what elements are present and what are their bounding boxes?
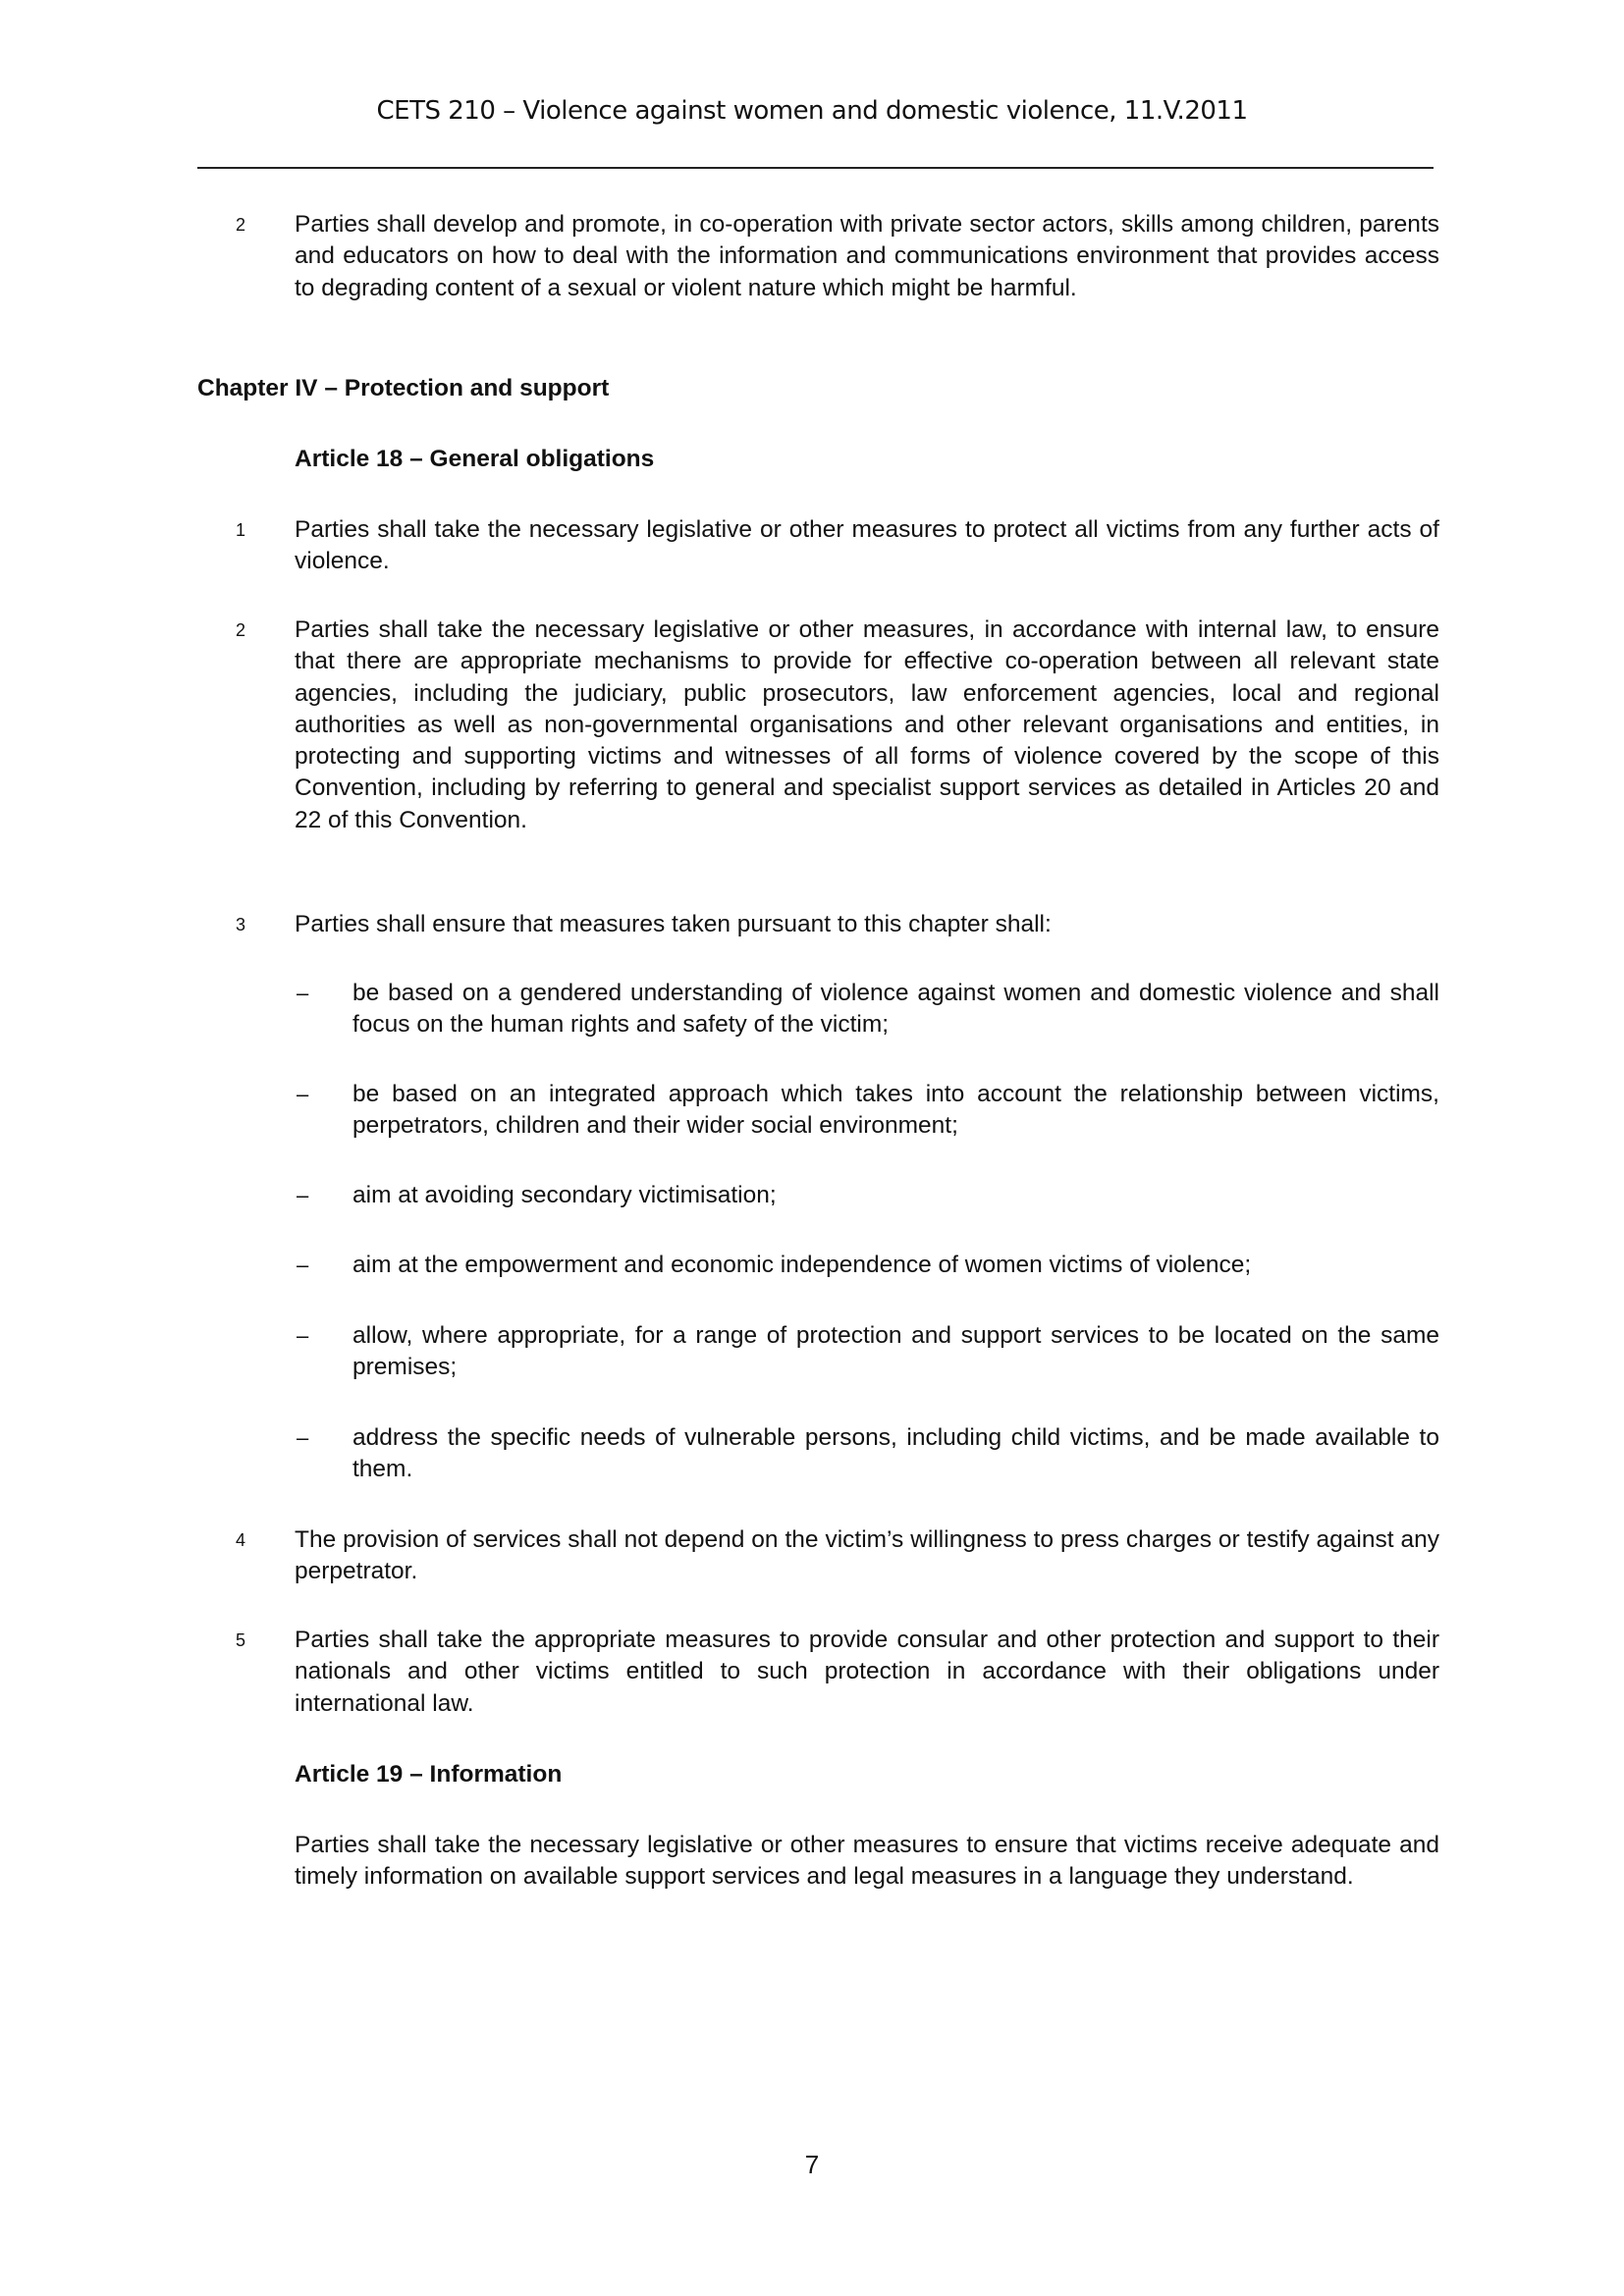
page-number: 7	[804, 2150, 820, 2179]
paragraph-text: The provision of services shall not depend on the victim’s willingness to press charges or testify against any perpetrator.	[295, 1526, 1439, 1585]
paragraph-text: Parties shall take the necessary legislative or other measures to protect all victims from any further acts of violence.	[295, 516, 1439, 575]
chapter-heading: Chapter IV – Protection and support	[197, 375, 610, 401]
paragraph-text: Parties shall take the appropriate measures to provide consular and other protection and support to their nationals and other victims entitled to such protection in accordance with their obligations under international law.	[295, 1627, 1439, 1717]
bullet-dash: –	[297, 1082, 309, 1106]
paragraph-number: 1	[236, 520, 246, 540]
paragraph-number: 2	[236, 620, 246, 640]
paragraph-number: 3	[236, 915, 246, 934]
bullet-dash: –	[297, 1323, 309, 1348]
bullet-text: aim at the empowerment and economic independence of women victims of violence;	[352, 1252, 1252, 1278]
bullet-dash: –	[297, 1253, 309, 1277]
bullet-text: address the specific needs of vulnerable persons, including child victims, and be made available to them.	[352, 1424, 1439, 1483]
header-rule	[197, 167, 1434, 169]
paragraph-text: Parties shall ensure that measures taken pursuant to this chapter shall:	[295, 911, 1052, 937]
running-header: CETS 210 – Violence against women and domestic violence, 11.V.2011	[376, 96, 1248, 126]
bullet-text: be based on an integrated approach which takes into account the relationship between victims, perpetrators, children and their wider social environment;	[352, 1081, 1439, 1140]
bullet-text: aim at avoiding secondary victimisation;	[352, 1182, 777, 1208]
paragraph-number: 5	[236, 1630, 246, 1650]
paragraph-number: 2	[236, 215, 246, 235]
bullet-dash: –	[297, 981, 309, 1005]
paragraph-text: Parties shall take the necessary legislative or other measures, in accordance with internal law, to ensure that there are appropriate mechanisms to provide for effective co-operation between all relevant state agencies, including the judiciary, public prosecutors, law enforcement agencies, local and regional authorities as well as non-governmental organisations and other relevant organisations and entities, in protecting and supporting victims and witnesses of all forms of violence covered by the scope of this Convention, including by referring to general and specialist support services as detailed in Articles 20 and 22 of this Convention.	[295, 616, 1439, 833]
article-19-heading: Article 19 – Information	[295, 1761, 563, 1788]
bullet-dash: –	[297, 1183, 309, 1207]
bullet-text: be based on a gendered understanding of violence against women and domestic violence and shall focus on the human rights and safety of the victim;	[352, 980, 1439, 1039]
paragraph-number: 4	[236, 1530, 246, 1550]
bullet-text: allow, where appropriate, for a range of protection and support services to be located on the same premises;	[352, 1322, 1439, 1381]
article-18-heading: Article 18 – General obligations	[295, 446, 655, 472]
paragraph-text: Parties shall develop and promote, in co-operation with private sector actors, skills among children, parents and educators on how to deal with the information and communications environment that provides access to degrading content of a sexual or violent nature which might be harmful.	[295, 211, 1439, 301]
paragraph-text: Parties shall take the necessary legislative or other measures to ensure that victims receive adequate and timely information on available support services and legal measures in a language they understand.	[295, 1832, 1439, 1891]
bullet-dash: –	[297, 1425, 309, 1450]
